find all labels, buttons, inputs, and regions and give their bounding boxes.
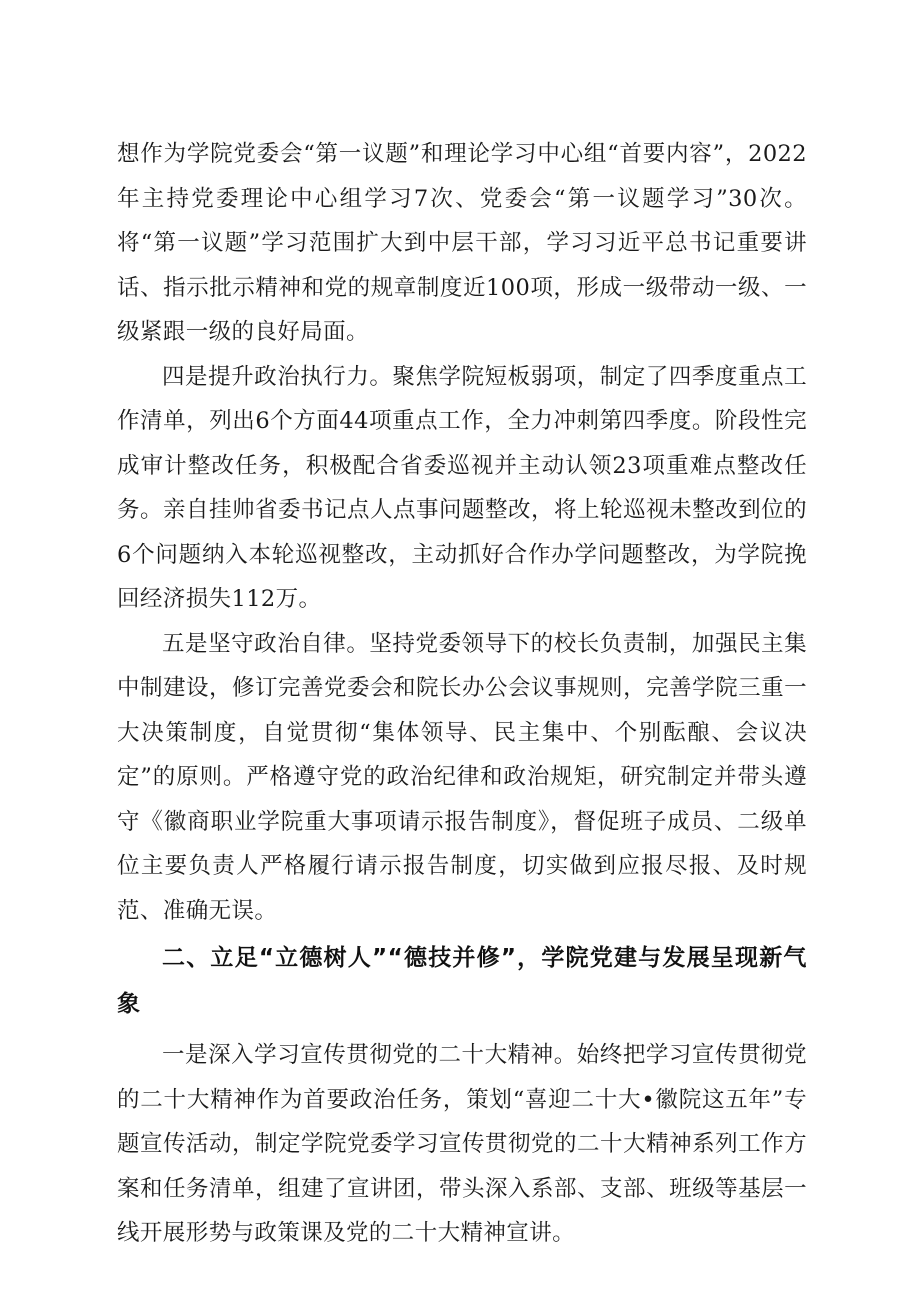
paragraph-political-execution: 四是提升政治执行力。聚焦学院短板弱项，制定了四季度重点工作清单，列出6个方面44项重点工作，全力冲刺第四季度。阶段性完成审计整改任务，积极配合省委巡视并主动认领23项重难点整改任务。亲自挂帅省委书记点人点事问题整改，将上轮巡视未整改到位的6个问题纳入本轮巡视整改，主动抓好合作办学问题整改，为学院挽回经济损失112万。	[117, 363, 807, 612]
paragraph-political-discipline: 五是坚守政治自律。坚持党委领导下的校长负责制，加强民主集中制建设，修订完善党委会和院长办公会议事规则，完善学院三重一大决策制度，自觉贯彻“集体领导、民主集中、个别酝酿、会议决定”的原则。严格遵守党的政治纪律和政治规矩，研究制定并带头遵守《徽商职业学院重大事项请示报告制度》，督促班子成员、二级单位主要负责人严格履行请示报告制度，切实做到应报尽报、及时规范、准确无误。	[117, 630, 807, 924]
section-heading-2: 二、立足“立德树人”“德技并修”，学院党建与发展呈现新气象	[117, 945, 807, 1017]
paragraph-twentieth-congress: 一是深入学习宣传贯彻党的二十大精神。始终把学习宣传贯彻党的二十大精神作为首要政治任务，策划“喜迎二十大•徽院这五年”专题宣传活动，制定学院党委学习宣传贯彻党的二十大精神系列工作方案和任务清单，组建了宣讲团，带头深入系部、支部、班级等基层一线开展形势与政策课及党的二十大精神宣讲。	[117, 1042, 807, 1246]
paragraph-continued: 想作为学院党委会“第一议题”和理论学习中心组“首要内容”，2022年主持党委理论中心组学习7次、党委会“第一议题学习”30次。将“第一议题”学习范围扩大到中层干部，学习习近平总书记重要讲话、指示批示精神和党的规章制度近100项，形成一级带动一级、一级紧跟一级的良好局面。	[117, 141, 807, 345]
document-body	[117, 132, 807, 1256]
